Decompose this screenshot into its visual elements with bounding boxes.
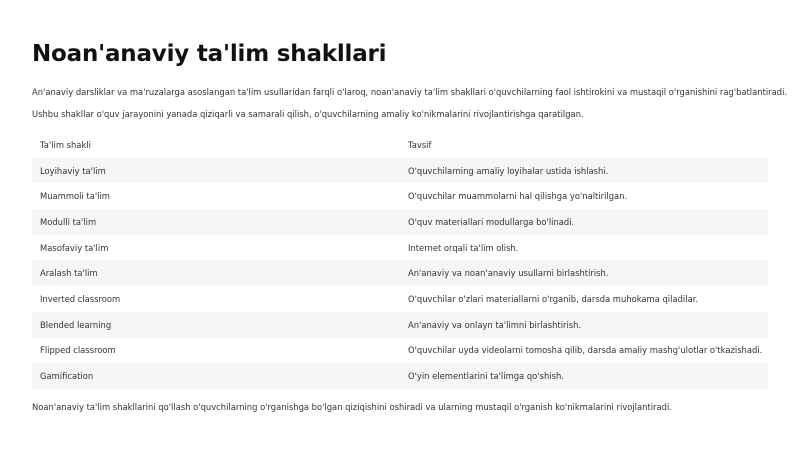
table-row xyxy=(32,183,768,209)
table-cell-description: O'quvchilar uyda videolarni tomosha qilib, darsda amaliy mashg'ulotlar o'tkazishadi. xyxy=(408,345,763,356)
table-cell-form: Gamification xyxy=(40,371,94,382)
table-cell-form: Masofaviy ta'lim xyxy=(40,242,109,253)
table-row xyxy=(32,338,768,364)
intro-paragraph-2: Ushbu shakllar o'quv jarayonini yanada qiziqarli va samarali qilish, o'quvchilarning amaliy ko'nikmalarini rivojlantirishga qaratilgan. xyxy=(32,109,584,119)
table-cell-description: An'anaviy va onlayn ta'limni birlashtirish. xyxy=(408,319,582,330)
table-cell-form: Inverted classroom xyxy=(40,293,121,304)
table-cell-form: Flipped classroom xyxy=(40,345,116,356)
table-cell-description: O'yin elementlarini ta'limga qo'shish. xyxy=(408,371,564,382)
education-forms-table xyxy=(32,132,768,389)
table-cell-description: Internet orqali ta'lim olish. xyxy=(408,242,519,253)
table-cell-description: O'quv materiallari modullarga bo'linadi. xyxy=(408,216,575,227)
column-header-description: Tavsif xyxy=(408,139,432,150)
table-row xyxy=(32,312,768,338)
intro-paragraph-1: An'anaviy darsliklar va ma'ruzalarga asoslangan ta'lim usullaridan farqli o'laroq, noan'anaviy ta'lim shakllari o'quvchilarning faol ishtirokini va mustaqil o'rganishini rag'batlantiradi. xyxy=(32,87,788,97)
table-row xyxy=(32,209,768,235)
table-row xyxy=(32,286,768,312)
table-cell-form: Aralash ta'lim xyxy=(40,268,98,279)
column-header-form: Ta'lim shakli xyxy=(40,139,91,150)
table-row xyxy=(32,158,768,184)
table-cell-description: O'quvchilar o'zlari materiallarni o'rganib, darsda muhokama qiladilar. xyxy=(408,293,699,304)
table-row xyxy=(32,260,768,286)
document-page xyxy=(32,40,788,413)
table-cell-form: Blended learning xyxy=(40,319,112,330)
table-cell-description: O'quvchilarning amaliy loyihalar ustida ishlashi. xyxy=(408,165,609,176)
table-row xyxy=(32,235,768,261)
footer-paragraph: Noan'anaviy ta'lim shakllarini qo'llash o'quvchilarning o'rganishga bo'lgan qiziqishini oshiradi va ularning mustaqil o'rganish ko'nikmalarini rivojlantiradi. xyxy=(32,401,672,412)
table-header-row xyxy=(32,132,768,158)
table-cell-form: Muammoli ta'lim xyxy=(40,191,110,202)
table-cell-description: O'quvchilar muammolarni hal qilishga yo'naltirilgan. xyxy=(408,191,628,202)
page-title: Noan'anaviy ta'lim shakllari xyxy=(32,41,387,67)
table-cell-form: Loyihaviy ta'lim xyxy=(40,165,106,176)
table-cell-description: An'anaviy va noan'anaviy usullarni birlashtirish. xyxy=(408,268,609,279)
table-cell-form: Modulli ta'lim xyxy=(40,216,97,227)
table-row xyxy=(32,363,768,389)
